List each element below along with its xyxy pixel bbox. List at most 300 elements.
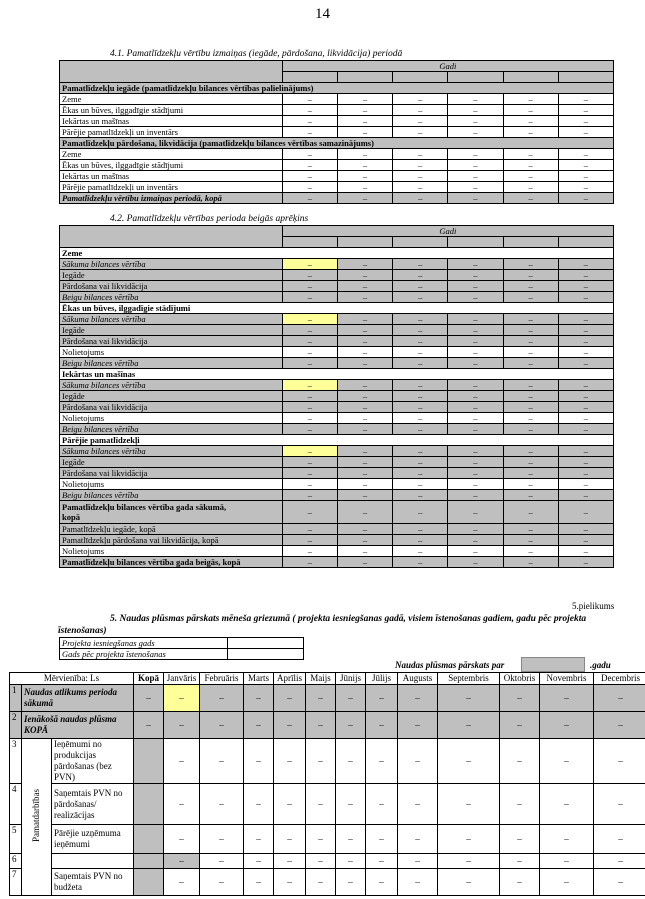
year-cell[interactable] — [393, 237, 448, 248]
value-cell[interactable]: – — [393, 259, 448, 270]
value-cell[interactable]: – — [540, 869, 594, 896]
value-cell[interactable]: – — [503, 171, 558, 182]
value-cell[interactable]: – — [337, 182, 392, 193]
value-cell[interactable]: – — [448, 259, 503, 270]
value-cell[interactable]: – — [503, 116, 558, 127]
value-cell[interactable]: – — [558, 270, 613, 281]
value-cell[interactable]: – — [274, 854, 306, 869]
value-cell[interactable]: – — [448, 446, 503, 457]
value-cell[interactable]: – — [500, 854, 540, 869]
value-cell[interactable]: – — [274, 869, 306, 896]
value-cell[interactable]: – — [594, 854, 645, 869]
value-cell[interactable]: – — [438, 712, 500, 739]
value-cell[interactable]: – — [448, 193, 503, 204]
value-cell[interactable]: – — [438, 784, 500, 825]
value-cell[interactable]: – — [503, 457, 558, 468]
value-cell[interactable]: – — [503, 347, 558, 358]
value-cell[interactable]: – — [282, 127, 337, 138]
value-cell[interactable]: – — [448, 479, 503, 490]
value-cell[interactable]: – — [282, 490, 337, 501]
value-cell[interactable]: – — [337, 149, 392, 160]
value-cell[interactable]: – — [337, 127, 392, 138]
value-cell[interactable]: – — [282, 391, 337, 402]
value-cell[interactable]: – — [448, 380, 503, 391]
value-cell[interactable]: – — [393, 380, 448, 391]
value-cell[interactable]: – — [558, 281, 613, 292]
value-cell[interactable]: – — [503, 479, 558, 490]
value-cell[interactable]: – — [164, 869, 200, 896]
value-cell[interactable]: – — [282, 94, 337, 105]
value-cell[interactable]: – — [337, 270, 392, 281]
value-cell[interactable]: – — [337, 259, 392, 270]
value-cell[interactable]: – — [366, 712, 398, 739]
value-cell[interactable]: – — [503, 546, 558, 557]
value-cell[interactable]: – — [540, 784, 594, 825]
value-cell[interactable]: – — [200, 685, 244, 712]
value-cell[interactable]: – — [503, 160, 558, 171]
value-cell[interactable]: – — [558, 479, 613, 490]
value-cell[interactable]: – — [164, 739, 200, 784]
value-cell[interactable]: – — [306, 825, 336, 854]
value-cell[interactable]: – — [337, 501, 392, 524]
value-cell[interactable]: – — [594, 712, 645, 739]
value-cell[interactable]: – — [558, 182, 613, 193]
value-cell[interactable]: – — [558, 94, 613, 105]
value-cell[interactable]: – — [448, 149, 503, 160]
value-cell[interactable]: – — [393, 94, 448, 105]
value-cell[interactable]: – — [337, 94, 392, 105]
value-cell[interactable]: – — [393, 479, 448, 490]
value-cell[interactable]: – — [558, 380, 613, 391]
value-cell[interactable]: – — [558, 402, 613, 413]
value-cell[interactable]: – — [500, 825, 540, 854]
value-cell[interactable]: – — [448, 490, 503, 501]
value-cell[interactable]: – — [164, 825, 200, 854]
value-cell[interactable]: – — [558, 336, 613, 347]
value-cell[interactable]: – — [558, 446, 613, 457]
value-cell[interactable]: – — [503, 490, 558, 501]
value-cell[interactable]: – — [398, 869, 438, 896]
value-cell[interactable]: – — [558, 160, 613, 171]
value-cell[interactable]: – — [393, 557, 448, 568]
year-cell[interactable] — [393, 72, 448, 83]
value-cell[interactable]: – — [393, 424, 448, 435]
table-row — [60, 138, 614, 149]
value-cell[interactable]: – — [448, 116, 503, 127]
value-cell[interactable]: – — [503, 468, 558, 479]
value-cell[interactable]: – — [274, 784, 306, 825]
value-cell[interactable]: – — [393, 468, 448, 479]
value-cell[interactable]: – — [448, 281, 503, 292]
value-cell[interactable]: – — [393, 281, 448, 292]
value-cell[interactable]: – — [282, 259, 337, 270]
value-cell[interactable]: – — [282, 479, 337, 490]
value-cell[interactable]: – — [594, 784, 645, 825]
value-cell[interactable]: – — [134, 712, 164, 739]
value-cell[interactable]: – — [244, 784, 274, 825]
value-cell[interactable]: – — [337, 193, 392, 204]
value-cell[interactable]: – — [558, 347, 613, 358]
value-cell[interactable]: – — [282, 171, 337, 182]
value-cell[interactable]: – — [540, 739, 594, 784]
value-cell[interactable]: – — [558, 105, 613, 116]
value-cell[interactable]: – — [393, 292, 448, 303]
value-cell[interactable]: – — [337, 380, 392, 391]
value-cell[interactable]: – — [282, 380, 337, 391]
value-cell[interactable]: – — [503, 446, 558, 457]
value-cell[interactable]: – — [282, 535, 337, 546]
value-cell[interactable]: – — [200, 854, 244, 869]
value-cell[interactable]: – — [134, 685, 164, 712]
value-cell[interactable]: – — [558, 501, 613, 524]
value-cell[interactable]: – — [244, 854, 274, 869]
value-cell[interactable]: – — [558, 292, 613, 303]
value-cell[interactable]: – — [366, 825, 398, 854]
value-cell[interactable]: – — [398, 854, 438, 869]
value-cell[interactable]: – — [336, 825, 366, 854]
value-cell[interactable]: – — [503, 314, 558, 325]
value-cell[interactable]: – — [558, 546, 613, 557]
year-cell[interactable] — [448, 72, 503, 83]
value-cell[interactable]: – — [448, 325, 503, 336]
value-cell[interactable]: – — [448, 413, 503, 424]
value-cell[interactable]: – — [337, 281, 392, 292]
value-cell[interactable]: – — [503, 358, 558, 369]
value-cell[interactable]: – — [337, 457, 392, 468]
value-cell[interactable]: – — [366, 784, 398, 825]
value-cell[interactable]: – — [503, 391, 558, 402]
value-cell[interactable]: – — [540, 825, 594, 854]
value-cell[interactable]: – — [448, 127, 503, 138]
value-cell[interactable]: – — [393, 193, 448, 204]
value-cell[interactable]: – — [558, 490, 613, 501]
value-cell[interactable]: – — [448, 391, 503, 402]
value-cell[interactable]: – — [164, 712, 200, 739]
value-cell[interactable]: – — [393, 336, 448, 347]
value-cell[interactable]: – — [503, 182, 558, 193]
value-cell[interactable]: – — [274, 712, 306, 739]
value-cell[interactable]: – — [448, 94, 503, 105]
value-cell[interactable]: – — [337, 325, 392, 336]
value-cell[interactable]: – — [448, 424, 503, 435]
value-cell[interactable]: – — [336, 869, 366, 896]
value-cell[interactable]: – — [393, 457, 448, 468]
value-cell[interactable]: – — [448, 347, 503, 358]
value-cell[interactable]: – — [337, 314, 392, 325]
value-cell[interactable]: – — [393, 501, 448, 524]
value-cell[interactable]: – — [366, 739, 398, 784]
value-cell[interactable]: – — [448, 160, 503, 171]
value-cell[interactable]: – — [244, 869, 274, 896]
value-cell[interactable]: – — [503, 524, 558, 535]
value-cell[interactable]: – — [503, 105, 558, 116]
value-cell[interactable]: – — [558, 457, 613, 468]
value-cell[interactable]: – — [282, 116, 337, 127]
value-cell[interactable]: – — [393, 535, 448, 546]
value-cell[interactable]: – — [540, 685, 594, 712]
value-cell[interactable]: – — [594, 869, 645, 896]
value-cell[interactable]: – — [503, 259, 558, 270]
value-cell[interactable]: – — [500, 712, 540, 739]
value-cell[interactable]: – — [366, 854, 398, 869]
value-cell[interactable]: – — [200, 784, 244, 825]
value-cell[interactable]: – — [337, 424, 392, 435]
value-cell[interactable]: – — [164, 784, 200, 825]
value-cell[interactable]: – — [393, 116, 448, 127]
value-cell[interactable]: – — [282, 501, 337, 524]
year-cell[interactable] — [282, 72, 337, 83]
value-cell[interactable]: – — [438, 869, 500, 896]
value-cell[interactable]: – — [393, 546, 448, 557]
value-cell[interactable]: – — [393, 325, 448, 336]
value-cell[interactable]: – — [200, 712, 244, 739]
value-cell[interactable]: – — [337, 402, 392, 413]
value-cell[interactable]: – — [282, 446, 337, 457]
value-cell[interactable]: – — [337, 546, 392, 557]
value-cell[interactable]: – — [558, 116, 613, 127]
value-cell[interactable]: – — [337, 292, 392, 303]
value-cell[interactable]: – — [448, 105, 503, 116]
value-cell[interactable]: – — [398, 784, 438, 825]
value-cell[interactable]: – — [448, 457, 503, 468]
value-cell[interactable]: – — [164, 854, 200, 869]
value-cell[interactable]: – — [558, 127, 613, 138]
value-cell[interactable]: – — [274, 739, 306, 784]
value-cell[interactable]: – — [337, 391, 392, 402]
value-cell[interactable]: – — [200, 869, 244, 896]
value-cell[interactable]: – — [448, 171, 503, 182]
value-cell[interactable]: – — [337, 413, 392, 424]
value-cell[interactable]: – — [393, 182, 448, 193]
value-cell[interactable]: – — [503, 402, 558, 413]
value-cell[interactable]: – — [558, 314, 613, 325]
value-cell[interactable]: – — [448, 535, 503, 546]
value-cell[interactable]: – — [337, 490, 392, 501]
value-cell[interactable]: – — [337, 160, 392, 171]
value-cell[interactable]: – — [558, 171, 613, 182]
value-cell[interactable]: – — [540, 712, 594, 739]
value-cell[interactable]: – — [282, 292, 337, 303]
value-cell[interactable]: – — [306, 685, 336, 712]
value-cell[interactable]: – — [337, 336, 392, 347]
value-cell[interactable]: – — [503, 557, 558, 568]
value-cell[interactable]: – — [503, 325, 558, 336]
value-cell[interactable]: – — [448, 546, 503, 557]
value-cell[interactable]: – — [448, 501, 503, 524]
value-cell[interactable]: – — [337, 358, 392, 369]
value-cell[interactable]: – — [306, 854, 336, 869]
value-cell[interactable]: – — [448, 292, 503, 303]
value-cell[interactable]: – — [274, 825, 306, 854]
value-cell[interactable]: – — [558, 535, 613, 546]
value-cell[interactable]: – — [393, 314, 448, 325]
value-cell[interactable]: – — [282, 546, 337, 557]
value-cell[interactable]: – — [393, 402, 448, 413]
value-cell[interactable]: – — [448, 336, 503, 347]
value-cell[interactable]: – — [282, 424, 337, 435]
value-cell[interactable]: – — [448, 314, 503, 325]
value-cell[interactable]: – — [282, 557, 337, 568]
value-cell[interactable]: – — [393, 413, 448, 424]
value-cell[interactable]: – — [393, 149, 448, 160]
value-cell[interactable]: – — [448, 557, 503, 568]
value-cell[interactable]: – — [503, 94, 558, 105]
value-cell[interactable]: – — [282, 524, 337, 535]
year-cell[interactable] — [337, 237, 392, 248]
value-cell[interactable]: – — [503, 424, 558, 435]
value-cell[interactable]: – — [274, 685, 306, 712]
value-cell[interactable]: – — [366, 869, 398, 896]
value-cell[interactable]: – — [540, 854, 594, 869]
value-cell[interactable]: – — [282, 347, 337, 358]
value-cell[interactable]: – — [398, 712, 438, 739]
value-cell[interactable]: – — [503, 535, 558, 546]
value-cell[interactable]: – — [244, 685, 274, 712]
value-cell[interactable]: – — [503, 336, 558, 347]
year-cell[interactable] — [282, 237, 337, 248]
value-cell[interactable]: – — [244, 739, 274, 784]
value-cell[interactable]: – — [336, 685, 366, 712]
value-cell[interactable]: – — [558, 391, 613, 402]
value-cell[interactable]: – — [336, 712, 366, 739]
value-cell[interactable]: – — [393, 524, 448, 535]
year-cell[interactable] — [448, 237, 503, 248]
value-cell[interactable]: – — [393, 171, 448, 182]
value-cell[interactable]: – — [438, 825, 500, 854]
row-number: 2 — [10, 712, 22, 739]
value-cell[interactable]: – — [336, 784, 366, 825]
value-cell[interactable]: – — [448, 524, 503, 535]
value-cell[interactable]: – — [393, 127, 448, 138]
value-cell[interactable]: – — [282, 468, 337, 479]
value-cell[interactable]: – — [337, 524, 392, 535]
value-cell[interactable]: – — [337, 468, 392, 479]
value-cell[interactable]: – — [200, 739, 244, 784]
value-cell[interactable]: – — [503, 193, 558, 204]
value-cell[interactable]: – — [448, 182, 503, 193]
value-cell[interactable]: – — [336, 739, 366, 784]
value-cell[interactable]: – — [393, 347, 448, 358]
value-cell[interactable]: – — [438, 685, 500, 712]
year-cell[interactable] — [503, 72, 558, 83]
value-cell[interactable]: – — [244, 825, 274, 854]
value-cell[interactable]: – — [282, 325, 337, 336]
value-cell[interactable]: – — [200, 825, 244, 854]
value-cell[interactable]: – — [306, 784, 336, 825]
value-cell[interactable]: – — [503, 413, 558, 424]
value-cell[interactable]: – — [306, 739, 336, 784]
value-cell[interactable]: – — [306, 712, 336, 739]
value-cell[interactable]: – — [282, 457, 337, 468]
report-year-field[interactable] — [521, 657, 585, 672]
value-cell[interactable]: – — [282, 160, 337, 171]
value-cell[interactable]: – — [503, 380, 558, 391]
value-cell[interactable]: – — [558, 413, 613, 424]
value-cell[interactable]: – — [282, 402, 337, 413]
value-cell[interactable]: – — [282, 413, 337, 424]
value-cell[interactable]: – — [500, 784, 540, 825]
value-cell[interactable]: – — [558, 468, 613, 479]
value-cell[interactable]: – — [558, 358, 613, 369]
value-cell[interactable]: – — [282, 182, 337, 193]
value-cell[interactable]: – — [244, 712, 274, 739]
value-cell[interactable]: – — [558, 524, 613, 535]
value-cell[interactable]: – — [500, 739, 540, 784]
value-cell[interactable]: – — [306, 869, 336, 896]
value-cell[interactable]: – — [438, 739, 500, 784]
legend-post-year: Gads pēc projekta īstenošanas — [60, 649, 228, 660]
value-cell[interactable]: – — [282, 314, 337, 325]
value-cell[interactable]: – — [438, 854, 500, 869]
value-cell[interactable]: – — [558, 149, 613, 160]
value-cell[interactable]: – — [282, 336, 337, 347]
value-cell[interactable]: – — [393, 270, 448, 281]
value-cell[interactable]: – — [393, 105, 448, 116]
value-cell[interactable]: – — [282, 270, 337, 281]
value-cell[interactable]: – — [164, 685, 200, 712]
value-cell[interactable]: – — [594, 685, 645, 712]
year-cell[interactable] — [558, 72, 613, 83]
value-cell[interactable]: – — [503, 281, 558, 292]
value-cell[interactable]: – — [282, 281, 337, 292]
value-cell[interactable]: – — [503, 501, 558, 524]
value-cell[interactable]: – — [448, 358, 503, 369]
value-cell[interactable]: – — [337, 479, 392, 490]
value-cell[interactable]: – — [448, 402, 503, 413]
value-cell[interactable]: – — [500, 869, 540, 896]
value-cell[interactable]: – — [503, 127, 558, 138]
value-cell[interactable]: – — [393, 358, 448, 369]
value-cell[interactable]: – — [282, 193, 337, 204]
value-cell[interactable]: – — [337, 171, 392, 182]
value-cell[interactable]: – — [282, 358, 337, 369]
value-cell[interactable]: – — [337, 116, 392, 127]
year-cell[interactable] — [503, 237, 558, 248]
value-cell[interactable]: – — [503, 292, 558, 303]
value-cell[interactable]: – — [393, 391, 448, 402]
value-cell[interactable]: – — [337, 347, 392, 358]
value-cell[interactable]: – — [503, 149, 558, 160]
year-cell[interactable] — [558, 237, 613, 248]
value-cell[interactable]: – — [398, 825, 438, 854]
value-cell[interactable]: – — [558, 557, 613, 568]
year-cell[interactable] — [337, 72, 392, 83]
value-cell[interactable]: – — [398, 739, 438, 784]
value-cell[interactable]: – — [337, 446, 392, 457]
value-cell[interactable]: – — [594, 739, 645, 784]
value-cell[interactable]: – — [558, 193, 613, 204]
value-cell[interactable]: – — [393, 446, 448, 457]
value-cell[interactable]: – — [393, 160, 448, 171]
value-cell[interactable]: – — [594, 825, 645, 854]
value-cell[interactable]: – — [282, 149, 337, 160]
value-cell[interactable]: – — [336, 854, 366, 869]
value-cell[interactable]: – — [558, 325, 613, 336]
value-cell[interactable]: – — [337, 557, 392, 568]
value-cell[interactable]: – — [337, 535, 392, 546]
value-cell[interactable]: – — [337, 105, 392, 116]
value-cell[interactable]: – — [393, 490, 448, 501]
value-cell[interactable]: – — [503, 270, 558, 281]
value-cell[interactable]: – — [282, 105, 337, 116]
value-cell[interactable]: – — [558, 424, 613, 435]
value-cell[interactable]: – — [448, 468, 503, 479]
value-cell[interactable]: – — [500, 685, 540, 712]
value-cell[interactable]: – — [448, 270, 503, 281]
value-cell[interactable]: – — [366, 685, 398, 712]
value-cell[interactable]: – — [558, 259, 613, 270]
value-cell[interactable]: – — [398, 685, 438, 712]
